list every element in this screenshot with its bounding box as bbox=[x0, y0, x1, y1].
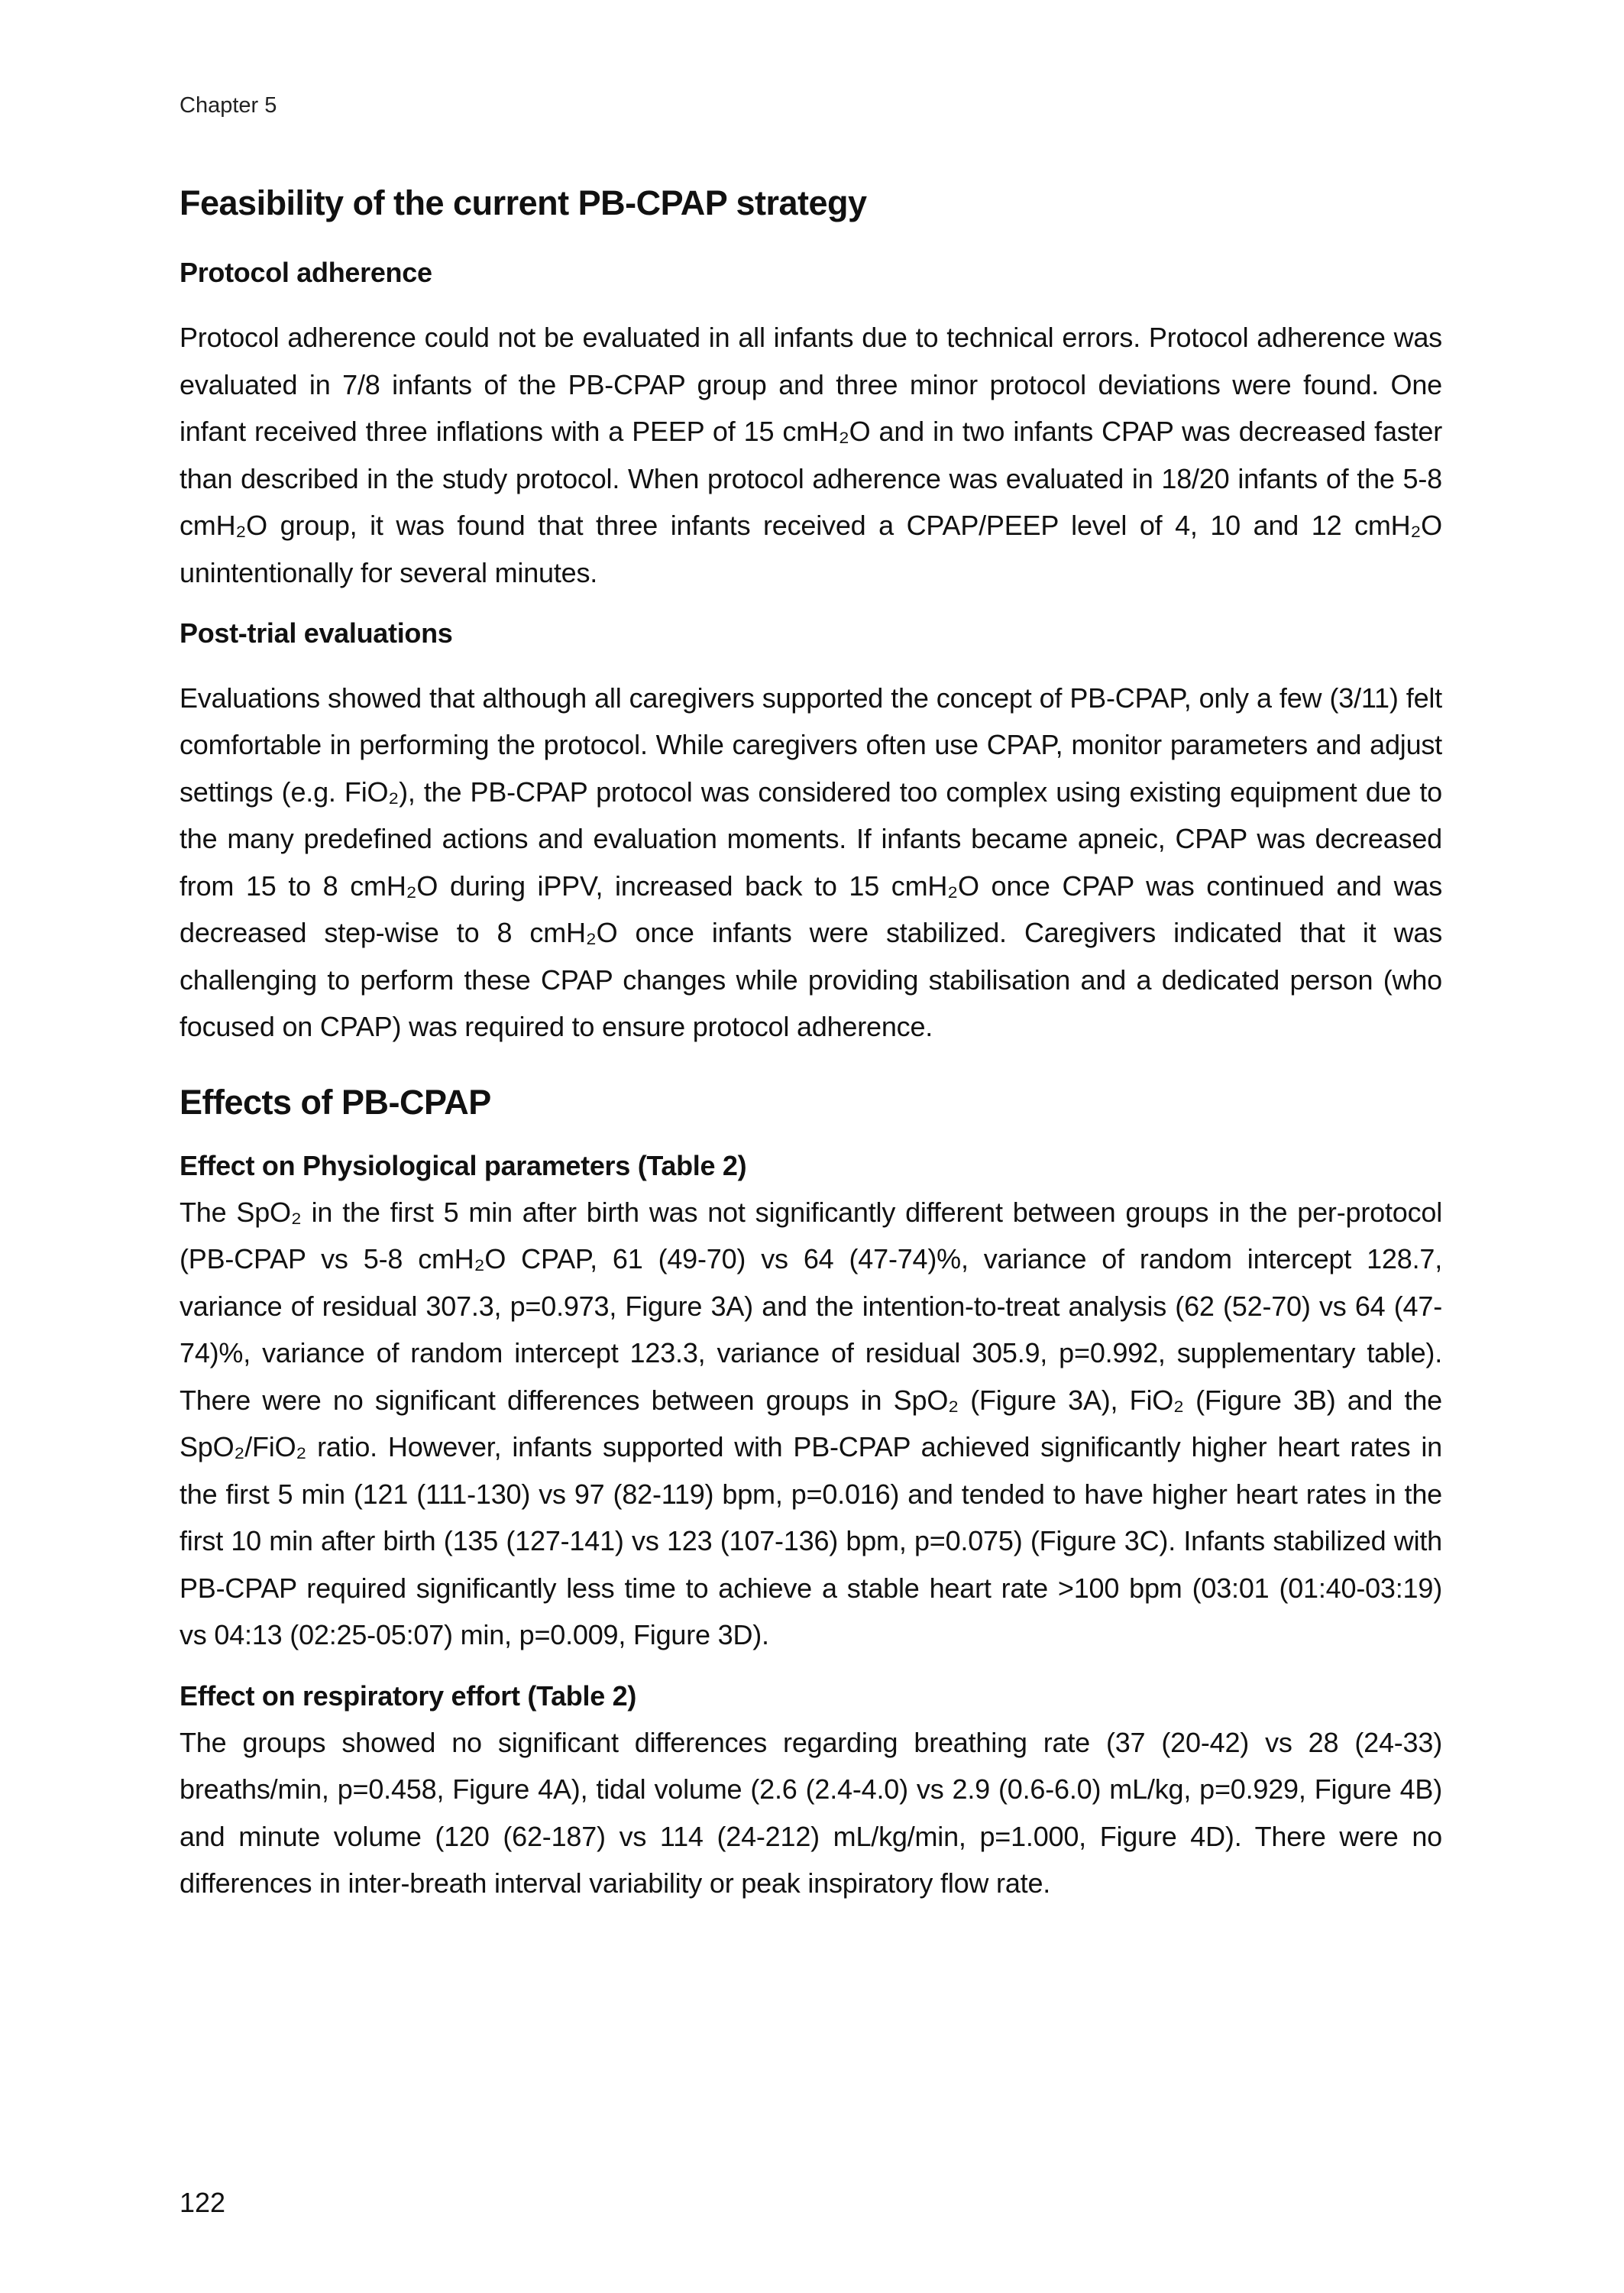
page-content bbox=[180, 182, 1442, 1927]
subsection-title-physiological-parameters: Effect on Physiological parameters (Table 2) bbox=[180, 1150, 747, 1182]
section-title-effects: Effects of PB-CPAP bbox=[180, 1082, 491, 1122]
subsection-title-respiratory-effort: Effect on respiratory effort (Table 2) bbox=[180, 1679, 637, 1712]
page-number: 122 bbox=[180, 2187, 226, 2218]
paragraph-physiological-parameters: The SpO₂ in the first 5 min after birth was not significantly different between groups in the per-protocol (PB-CPAP vs 5-8 cmH₂O CPAP, 61 (49-70) vs 64 (47-74)%, variance of random intercept 128.7, variance of residual 307.3, p=0.973, Figure 3A) and the intention-to-treat analysis (62 (52-70) vs 64 (47-74)%, variance of random intercept 123.3, variance of residual 305.9, p=0.992, supplementary table). There were no significant differences between groups in SpO₂ (Figure 3A), FiO₂ (Figure 3B) and the SpO₂/FiO₂ ratio. However, infants supported with PB-CPAP achieved significantly higher heart rates in the first 5 min (121 (111-130) vs 97 (82-119) bpm, p=0.016) and tended to have higher heart rates in the first 10 min after birth (135 (127-141) vs 123 (107-136) bpm, p=0.075) (Figure 3C). Infants stabilized with PB-CPAP required significantly less time to achieve a stable heart rate >100 bpm (03:01 (01:40-03:19) vs 04:13 (02:25-05:07) min, p=0.009, Figure 3D). bbox=[180, 1196, 1442, 1651]
document-page bbox=[180, 0, 1442, 2293]
subsection-title-post-trial-evaluations: Post-trial evaluations bbox=[180, 617, 453, 649]
section-title-feasibility: Feasibility of the current PB-CPAP strategy bbox=[180, 183, 867, 222]
subsection-title-protocol-adherence: Protocol adherence bbox=[180, 257, 432, 289]
paragraph-respiratory-effort: The groups showed no significant differences regarding breathing rate (37 (20-42) vs 28 (24-33) breaths/min, p=0.458, Figure 4A), tidal volume (2.6 (2.4-4.0) vs 2.9 (0.6-6.0) mL/kg, p=0.929, Figure 4B) and minute volume (120 (62-187) vs 114 (24-212) mL/kg/min, p=1.000, Figure 4D). There were no differences in inter-breath interval variability or peak inspiratory flow rate. bbox=[180, 1726, 1442, 1899]
running-header: Chapter 5 bbox=[180, 93, 277, 118]
paragraph-post-trial-evaluations: Evaluations showed that although all caregivers supported the concept of PB-CPAP, only a few (3/11) felt comfortable in performing the protocol. While caregivers often use CPAP, monitor parameters and adjust settings (e.g. FiO₂), the PB-CPAP protocol was considered too complex using existing equipment due to the many predefined actions and evaluation moments. If infants became apneic, CPAP was decreased from 15 to 8 cmH₂O during iPPV, increased back to 15 cmH₂O once CPAP was continued and was decreased step-wise to 8 cmH₂O once infants were stabilized. Caregivers indicated that it was challenging to perform these CPAP changes while providing stabilisation and a dedicated person (who focused on CPAP) was required to ensure protocol adherence. bbox=[180, 682, 1442, 1043]
paragraph-protocol-adherence: Protocol adherence could not be evaluated in all infants due to technical errors. Protocol adherence was evaluated in 7/8 infants of the PB-CPAP group and three minor protocol deviations were found. One infant received three inflations with a PEEP of 15 cmH₂O and in two infants CPAP was decreased faster than described in the study protocol. When protocol adherence was evaluated in 18/20 infants of the 5-8 cmH₂O group, it was found that three infants received a CPAP/PEEP level of 4, 10 and 12 cmH₂O unintentionally for several minutes. bbox=[180, 322, 1442, 588]
